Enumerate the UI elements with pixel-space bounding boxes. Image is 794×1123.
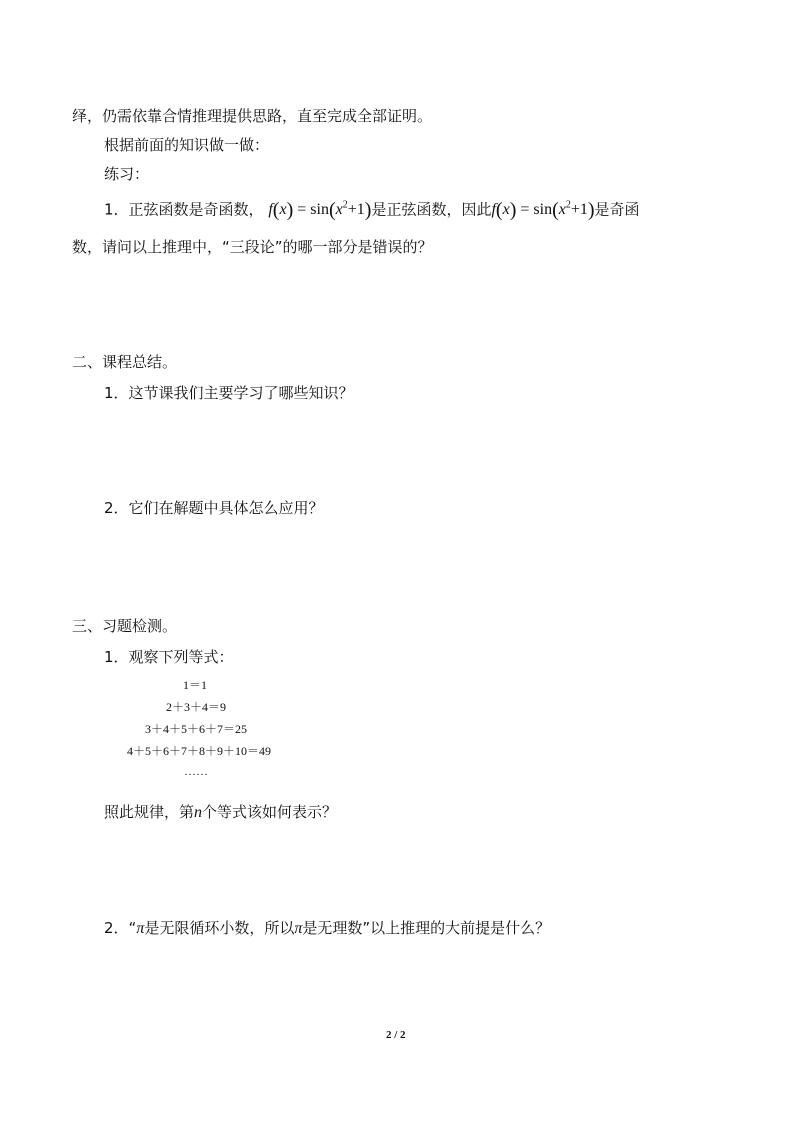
equation-1: 1＝1 (183, 678, 208, 692)
section-2-title: 二、课程总结。 (72, 353, 178, 371)
equation-3: 3＋4＋5＋6＋7＝25 (145, 722, 248, 736)
section-3-title: 三、习题检测。 (72, 617, 178, 635)
pi-symbol-2: π (294, 920, 303, 937)
exercise-1-text-b: 是正弦函数，因此 (371, 200, 492, 219)
section-2-question-2: 2．它们在解题中具体怎么应用？ (104, 499, 324, 517)
exercise-1-line-1 (104, 196, 640, 220)
pi-symbol-1: π (136, 920, 145, 937)
formula-1: $f(x) = \sin(x^2+1)$ (268, 199, 372, 222)
equation-4: 4＋5＋6＋7＋8＋9＋10＝49 (127, 744, 272, 758)
section-3-question-1: 1．观察下列等式： (104, 648, 234, 666)
exercise-1-text-a: 正弦函数是奇函数， (128, 200, 264, 219)
intro-line-2: 根据前面的知识做一做： (104, 136, 270, 154)
section-2-question-1: 1．这节课我们主要学习了哪些知识？ (104, 384, 354, 402)
exercise-1-number: 1． (104, 200, 129, 219)
exercise-1-line-2: 数，请问以上推理中，“三段论”的哪一部分是错误的？ (72, 238, 433, 256)
formula-2: $f(x) = \sin(x^2+1)$ (491, 199, 595, 222)
exercise-1-text-c: 是奇函 (594, 200, 640, 219)
page-number: 2 / 2 (386, 1029, 406, 1041)
intro-line-3: 练习： (104, 165, 150, 183)
equation-ellipsis: …… (184, 764, 208, 778)
variable-n: n (194, 804, 203, 821)
intro-line-1: 绎，仍需依靠合情推理提供思路，直至完成全部证明。 (72, 107, 433, 125)
section-3-question-2: 2．“π是无限循环小数，所以π是无理数”以上推理的大前提是什么？ (104, 919, 551, 937)
section-3-question-1-ask: 照此规律，第n个等式该如何表示？ (104, 803, 338, 821)
equation-2: 2＋3＋4＝9 (166, 700, 227, 714)
